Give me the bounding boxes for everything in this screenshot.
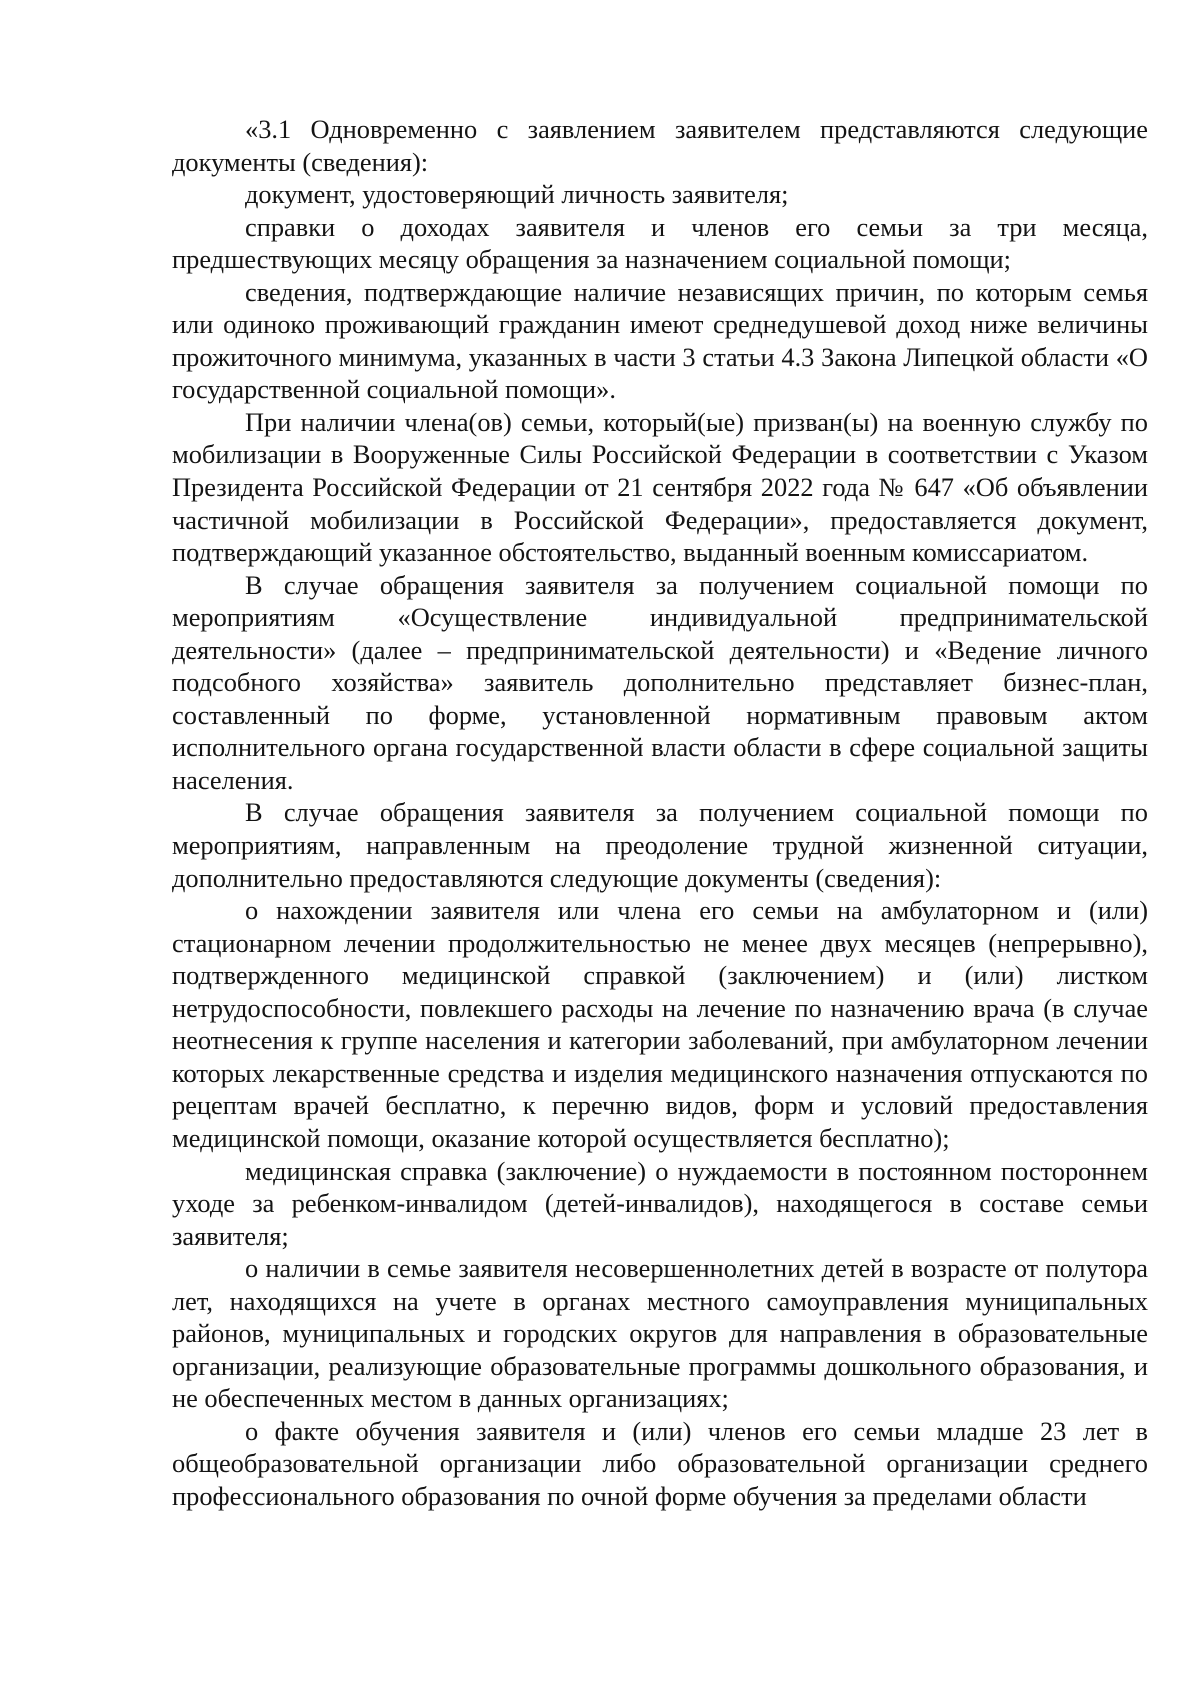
paragraph-mobilization: При наличии члена(ов) семьи, который(ые) призван(ы) на военную службу по мобилизации в Вооруженные Силы Российской Федерации в соответствии с Указом Президента Российской Федерации от 21 сентября 2022 года № 647 «Об объявлении частичной мобилизации в Российской Федерации», предоставляется документ, подтверждающий указанное обстоятельство, выданный военным комиссариатом. [172,406,1148,568]
paragraph-income-certificates: справки о доходах заявителя и членов его семьи за три месяца, предшествующих месяцу обращения за назначением социальной помощи; [172,211,1148,275]
paragraph-preschool-queue: о наличии в семье заявителя несовершеннолетних детей в возрасте от полутора лет, находящихся на учете в органах местного самоуправления муниципальных районов, муниципальных и городских округов для направления в образовательные организации, реализующие образовательные программы дошкольного образования, и не обеспеченных местом в данных организациях; [172,1253,1148,1414]
paragraph-3-1-intro: «3.1 Одновременно с заявлением заявителем представляются следующие документы (сведения): [172,114,1148,177]
paragraph-disabled-child-care: медицинская справка (заключение) о нуждаемости в постоянном постороннем уходе за ребенком-инвалидом (детей-инвалидов), находящегося в составе семьи заявителя; [172,1155,1148,1251]
document-body [172,113,1148,1513]
paragraph-difficult-situation: В случае обращения заявителя за получением социальной помощи по мероприятиям, направленным на преодоление трудной жизненной ситуации, дополнительно предоставляются следующие документы (сведения): [172,797,1148,893]
paragraph-independent-reasons: сведения, подтверждающие наличие независящих причин, по которым семья или одиноко проживающий гражданин имеют среднедушевой доход ниже величины прожиточного минимума, указанных в части 3 статьи 4.3 Закона Липецкой области «О государственной социальной помощи». [172,276,1148,405]
paragraph-business-plan: В случае обращения заявителя за получением социальной помощи по мероприятиям «Осуществление индивидуальной предпринимательской деятельности» (далее – предпринимательской деятельности) и «Ведение личного подсобного хозяйства» заявитель дополнительно представляет бизнес-план, составленный по форме, установленной нормативным правовым актом исполнительного органа государственной власти области в сфере социальной защиты населения. [172,569,1148,795]
paragraph-medical-treatment: о нахождении заявителя или члена его семьи на амбулаторном и (или) стационарном лечении продолжительностью не менее двух месяцев (непрерывно), подтвержденного медицинской справкой (заключением) и (или) листком нетрудоспособности, повлекшего расходы на лечение по назначению врача (в случае неотнесения к группе населения и категории заболеваний, при амбулаторном лечении которых лекарственные средства и изделия медицинского назначения отпускаются по рецептам врачей бесплатно, к перечню видов, форм и условий предоставления медицинской помощи, оказание которой осуществляется бесплатно); [172,895,1148,1153]
paragraph-education-outside-region: о факте обучения заявителя и (или) членов его семьи младше 23 лет в общеобразовательной организации либо образовательной организации среднего профессионального образования по очной форме обучения за пределами области [172,1415,1148,1511]
paragraph-identity-document: документ, удостоверяющий личность заявителя; [245,179,789,210]
